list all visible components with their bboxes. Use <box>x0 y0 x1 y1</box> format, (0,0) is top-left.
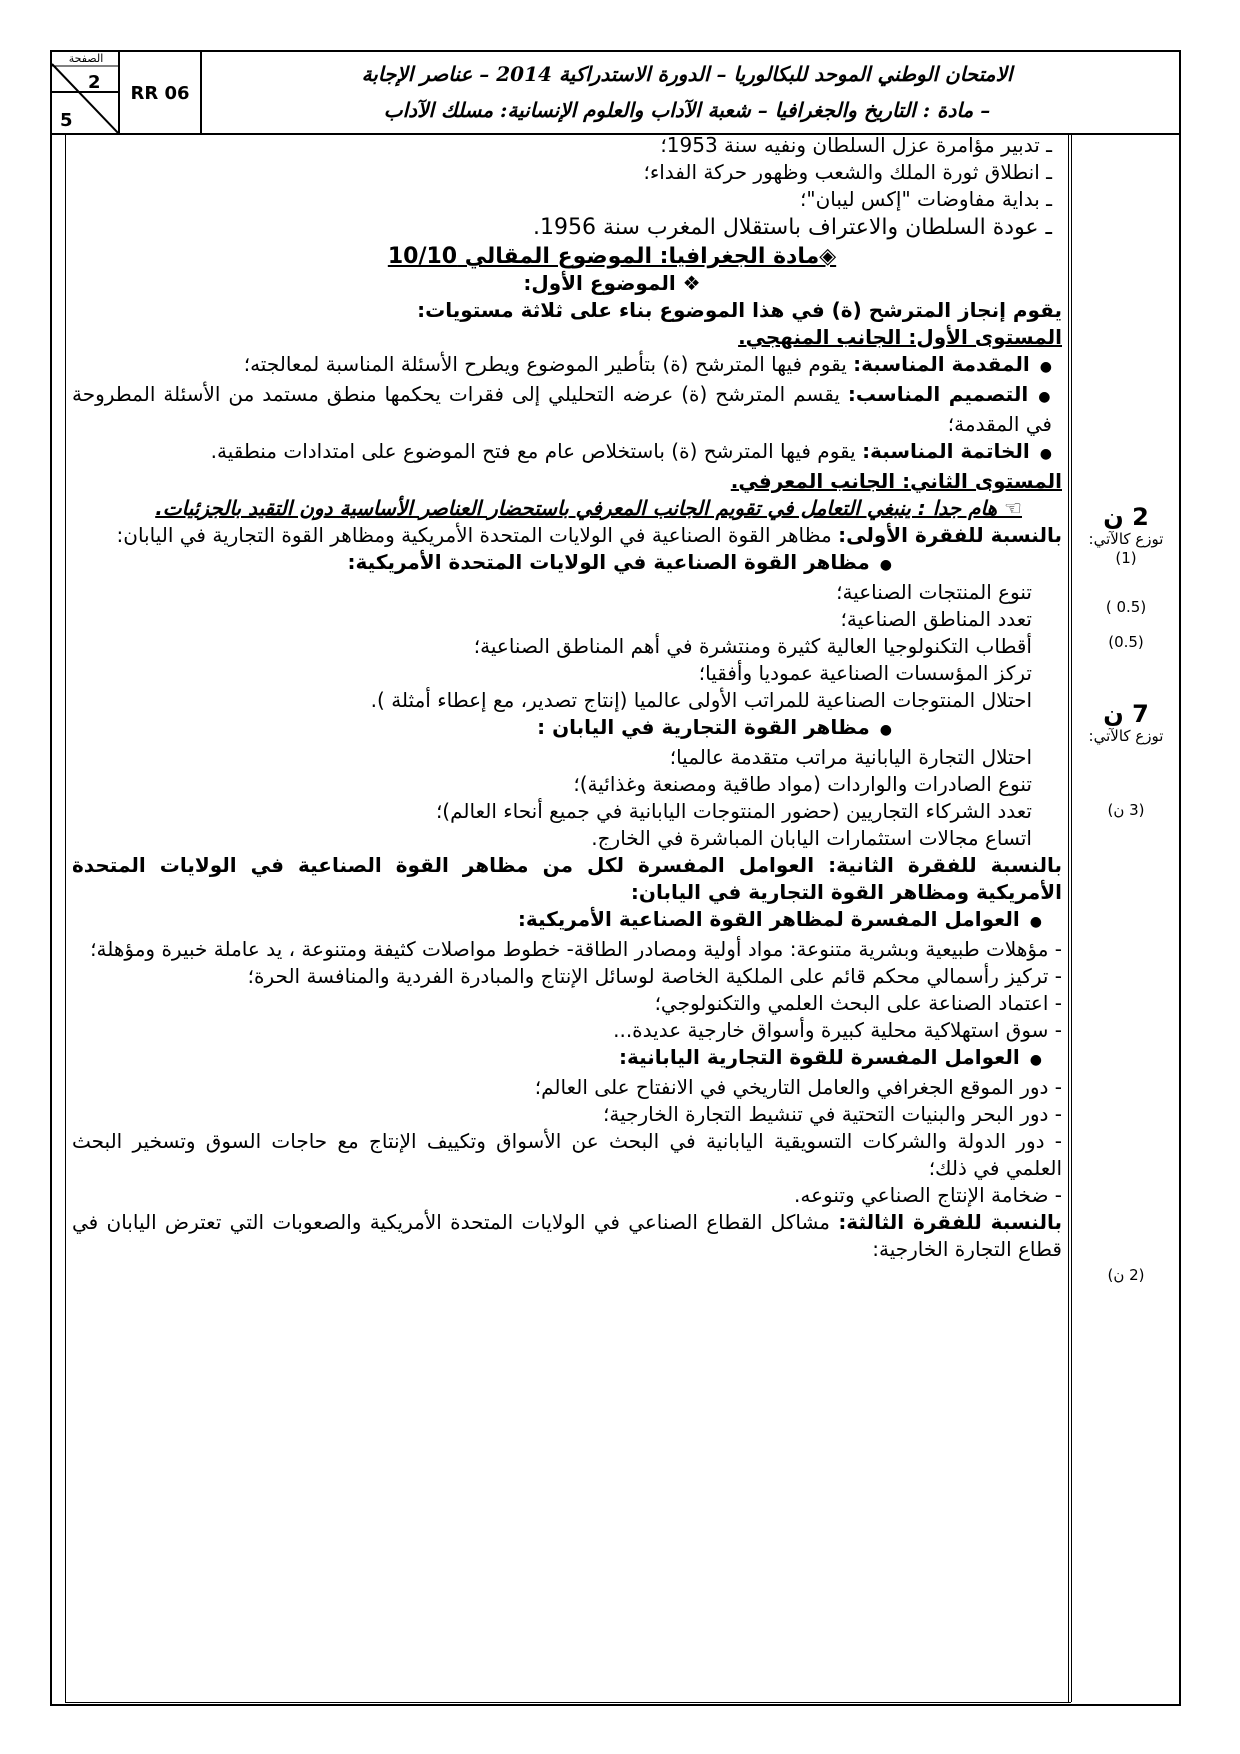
us-factors-heading: ● العوامل المفسرة لمظاهر القوة الصناعية الأمريكية: <box>72 906 1062 936</box>
history-item: ـ بداية مفاوضات "إكس ليبان"؛ <box>800 187 1052 211</box>
japan-factors-heading: ● العوامل المفسرة للقوة التجارية اليابانية: <box>72 1044 1062 1074</box>
paragraph-two: بالنسبة للفقرة الثانية: العوامل المفسرة لكل من مظاهر القوة الصناعية في الولايات المتحدة الأمريكية ومظاهر القوة التجارية في اليابان: <box>72 853 1062 904</box>
factor-item: - تركيز رأسمالي محكم قائم على الملكية الخاصة لوسائل الإنتاج والمبادرة الفردية والمنافسة الحرة؛ <box>247 964 1062 988</box>
margin-points: 2 ن <box>1103 503 1149 531</box>
page-number-box <box>52 52 120 135</box>
factor-item: - دور الموقع الجغرافي والعامل التاريخي في الانفتاح على العالم؛ <box>534 1075 1062 1099</box>
list-item: تركز المؤسسات الصناعية عموديا وأفقيا؛ <box>698 661 1032 685</box>
list-item: تعدد الشركاء التجاريين (حضور المنتوجات اليابانية في جميع أنحاء العالم)؛ <box>435 799 1032 823</box>
list-item: احتلال المنتوجات الصناعية للمراتب الأولى عالميا (إنتاج تصدير، مع إعطاء أمثلة ). <box>370 688 1032 712</box>
level-two: المستوى الثاني: الجانب المعرفي. <box>730 469 1062 493</box>
important-note: ☜ هام جدا : ينبغي التعامل في تقويم الجانب المعرفي باستحضار العناصر الأساسية دون التقيد بالجزئيات. <box>155 496 1022 520</box>
paragraph-three-label: بالنسبة للفقرة الثالثة: <box>838 1210 1062 1234</box>
column-divider <box>1068 135 1069 1702</box>
page-total: 5 <box>60 110 73 131</box>
intro-text: يقوم إنجاز المترشح (ة) في هذا الموضوع بناء على ثلاثة مستويات: <box>417 298 1062 322</box>
intro-item <box>72 351 1062 381</box>
header <box>52 52 1179 135</box>
margin-note: (3 ن) <box>1107 801 1145 819</box>
plan-item-text: يقسم المترشح (ة) عرضه التحليلي إلى فقرات يحكمها منطق مستمد من الأسئلة المطروحة في المقدمة؛ <box>72 382 1052 436</box>
intro-item-text: يقوم فيها المترشح (ة) بتأطير الموضوع ويطرح الأسئلة المناسبة لمعالجته؛ <box>243 352 854 376</box>
conclusion-item <box>72 438 1062 468</box>
list-item: تعدد المناطق الصناعية؛ <box>840 607 1032 631</box>
factor-item: - ضخامة الإنتاج الصناعي وتنوعه. <box>794 1183 1062 1207</box>
left-rule <box>65 135 66 1702</box>
margin-note: (0.5 ) <box>1105 598 1147 616</box>
factor-item: - دور الدولة والشركات التسويقية اليابانية في البحث عن الأسواق وتكييف الإنتاج مع حاجات السوق وتسخير البحث العلمي في ذلك؛ <box>72 1129 1062 1180</box>
paragraph-three-text: مشاكل القطاع الصناعي في الولايات المتحدة الأمريكية والصعوبات التي تعترض اليابان في قطاع التجارة الخارجية: <box>72 1210 1062 1261</box>
list-item: تنوع المنتجات الصناعية؛ <box>836 580 1032 604</box>
page-number: 2 <box>88 72 101 93</box>
factor-item: - اعتماد الصناعة على البحث العلمي والتكنولوجي؛ <box>654 991 1062 1015</box>
margin-note-knowledge <box>1074 700 1178 746</box>
column-divider-2 <box>1071 135 1072 1702</box>
margin-note: (2 ن) <box>1107 1266 1145 1284</box>
factor-item: - دور البحر والبنيات التحتية في تنشيط التجارة الخارجية؛ <box>603 1102 1062 1126</box>
plan-item-label: التصميم المناسب: <box>847 382 1029 406</box>
header-title-line2: – مادة : التاريخ والجغرافيا – شعبة الآداب والعلوم الإنسانية: مسلك الآداب <box>383 98 991 122</box>
plan-item <box>72 381 1062 438</box>
margin-distribution: توزع كالآتي: <box>1088 727 1164 745</box>
topic-one: ❖ الموضوع الأول: <box>523 271 701 295</box>
header-title <box>212 56 1162 128</box>
margin-note: (0.5) <box>1108 633 1144 651</box>
us-heading: ● مظاهر القوة الصناعية في الولايات المتحدة الأمريكية: <box>72 549 1062 579</box>
intro-item-label: المقدمة المناسبة: <box>853 352 1030 376</box>
exam-code: RR 06 <box>120 52 202 135</box>
japan-heading: ● مظاهر القوة التجارية في اليابان : <box>72 714 1062 744</box>
list-item: احتلال التجارة اليابانية مراتب متقدمة عالميا؛ <box>669 745 1032 769</box>
margin-points: 7 ن <box>1103 700 1149 728</box>
main-content <box>72 132 1062 1263</box>
list-item: أقطاب التكنولوجيا العالية كثيرة ومنتشرة في أهم المناطق الصناعية؛ <box>473 634 1032 658</box>
paragraph-one-text: مظاهر القوة الصناعية في الولايات المتحدة الأمريكية ومظاهر القوة التجارية في اليابان: <box>116 523 839 547</box>
list-item: تنوع الصادرات والواردات (مواد طاقية ومصنعة وغذائية)؛ <box>573 772 1032 796</box>
level-one: المستوى الأول: الجانب المنهجي. <box>738 325 1062 349</box>
history-item: ـ انطلاق ثورة الملك والشعب وظهور حركة الفداء؛ <box>643 160 1052 184</box>
page-label: الصفحة <box>68 52 104 65</box>
paragraph-one-label: بالنسبة للفقرة الأولى: <box>838 523 1062 547</box>
factor-item: - مؤهلات طبيعية وبشرية متنوعة: مواد أولية ومصادر الطاقة- خطوط مواصلات كثيفة ومتنوعة ، يد عاملة خبيرة ومؤهلة؛ <box>90 937 1062 961</box>
geo-heading: ◈مادة الجغرافيا: الموضوع المقالي 10/10 <box>387 244 837 269</box>
header-title-line1: الامتحان الوطني الموحد للبكالوريا – الدورة الاستدراكية 2014 – عناصر الإجابة <box>361 62 1013 86</box>
paragraph-one <box>72 522 1062 549</box>
conclusion-label: الخاتمة المناسبة: <box>862 439 1030 463</box>
margin-sub-points: (1) <box>1115 549 1137 567</box>
factor-item: - سوق استهلاكية محلية كبيرة وأسواق خارجية عديدة... <box>613 1018 1062 1042</box>
paragraph-three <box>72 1209 1062 1263</box>
bottom-rule <box>65 1702 1071 1703</box>
margin-note-methodology <box>1074 503 1178 568</box>
history-item: ـ تدبير مؤامرة عزل السلطان ونفيه سنة 1953؛ <box>660 133 1052 157</box>
margin-distribution: توزع كالآتي: <box>1088 530 1164 548</box>
list-item: اتساع مجالات استثمارات اليابان المباشرة في الخارج. <box>591 826 1032 850</box>
conclusion-text: يقوم فيها المترشح (ة) باستخلاص عام مع فتح الموضوع على امتدادات منطقية. <box>210 439 863 463</box>
history-item: ـ عودة السلطان والاعتراف باستقلال المغرب سنة 1956. <box>533 215 1052 240</box>
